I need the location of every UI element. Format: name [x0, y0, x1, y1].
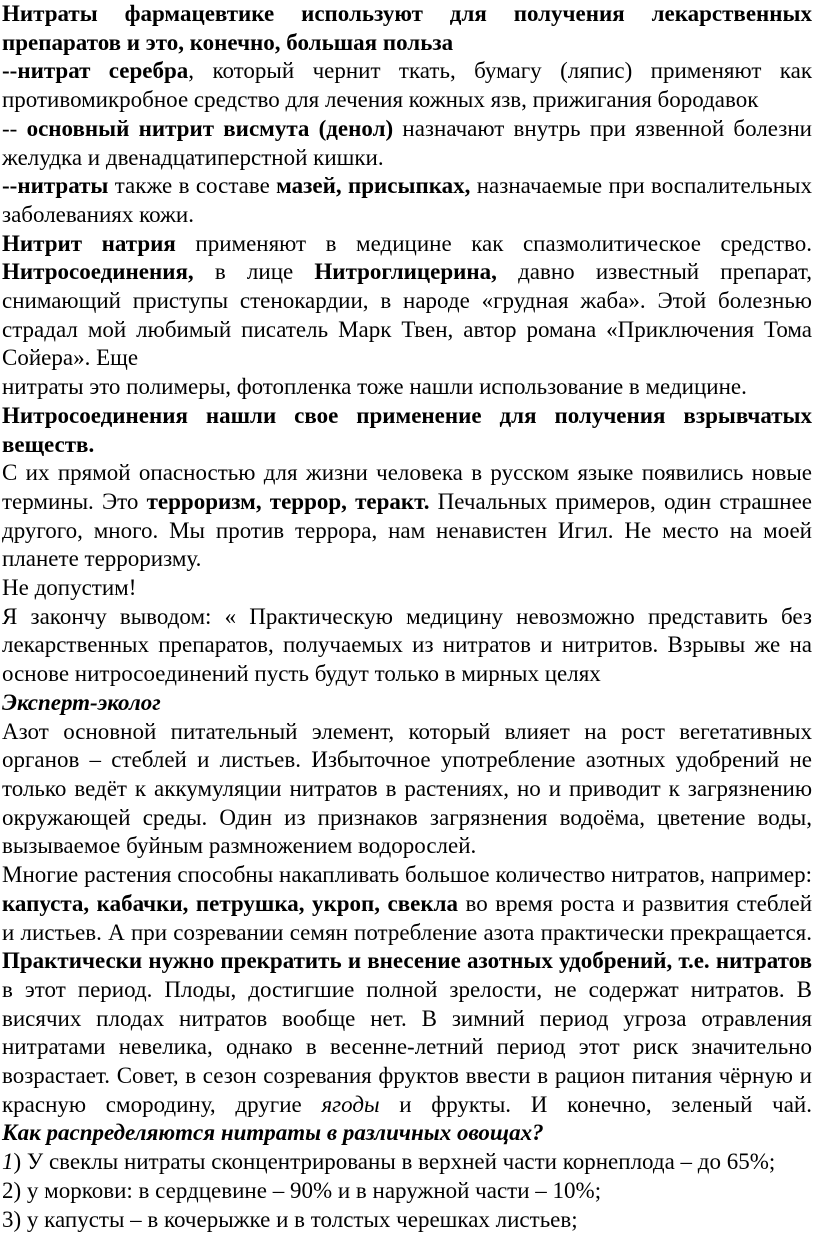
paragraph-ointments — [2, 172, 812, 229]
paragraph-nitrogen — [2, 718, 812, 862]
heading-nitrates-pharmacy — [2, 0, 812, 57]
paragraph-text: давно известный препарат, снимающий приступы стенокардии, в народе «грудная жаба». Этой болезнью страдал мой любимый писатель Марк Твен, автор романа «Приключения Тома Сойера». Еще — [2, 259, 812, 371]
paragraph-text: Не допустим! — [2, 575, 137, 601]
paragraph-conclusion — [2, 603, 812, 689]
term-berries: ягоды — [321, 1091, 380, 1117]
term-ointments: мазей, присыпках, — [276, 173, 471, 199]
paragraph-polymers — [2, 373, 812, 402]
paragraph-text: С их прямой опасностью для жизни человека в русском языке появились новые термины. Это — [2, 460, 812, 514]
paragraph-text: нитраты это полимеры, фотопленка тоже нашли использование в медицине. — [2, 374, 747, 400]
term-nitrates: --нитраты — [2, 173, 109, 199]
paragraph-text: применяют в медицине как спазмолитическое средство. — [175, 230, 812, 256]
term-nitroglycerin: Нитроглицерина, — [314, 259, 497, 285]
list-item-text: 3) у капусты – в кочерыжке и в толстых черешках листьев; — [2, 1206, 578, 1232]
paragraph-text: во время роста и развития стеблей и листьев. А при созревании семян потребление азота практически прекращается. — [2, 890, 813, 945]
term-nitro-compounds: Нитросоединения, — [2, 259, 194, 285]
term-stop-fertilizer: Практически нужно прекратить и внесение азотных удобрений, т.е. нитратов — [2, 948, 812, 974]
list-dash: -- — [2, 115, 27, 141]
list-item-text: ) У свеклы нитраты сконцентрированы в верхней части корнеплода – до 65%; — [13, 1149, 776, 1175]
paragraph-text: и фрукты. И конечно, зеленый чай. — [379, 1091, 812, 1117]
list-item-beet — [2, 1148, 812, 1177]
term-bismuth-nitrite: основный нитрит висмута (денол) — [26, 115, 394, 141]
paragraph-plants-accumulate — [2, 861, 812, 1119]
paragraph-text: Азот основной питательный элемент, который влияет на рост вегетативных органов – стеблей и листьев. Избыточное употребление азотных удобрений не только ведёт к аккумуляции нитратов в растениях, но и приводит к загрязнению окружающей среды. Один из признаков загрязнения водоёма, цветение воды, вызываемое буйным размножением водорослей. — [2, 718, 812, 859]
section-heading-text: Эксперт-эколог — [2, 689, 161, 715]
heading-text: Нитросоединения нашли свое применение для получения взрывчатых веществ. — [2, 402, 812, 457]
list-item-cabbage — [2, 1206, 812, 1235]
heading-explosives — [2, 402, 812, 459]
term-vegetables: капуста, кабачки, петрушка, укроп, свекла — [2, 890, 459, 916]
term-silver-nitrate: --нитрат серебра — [2, 58, 189, 84]
paragraph-text: Многие растения способны накапливать большое количество нитратов, например: — [2, 862, 812, 888]
paragraph-text: назначаемые при воспалительных заболеваниях кожи. — [2, 173, 812, 227]
paragraph-text: в этот период. Плоды, достигшие полной зрелости, не содержат нитратов. В висячих плодах нитратов вообще нет. В зимний период угроза отравления нитратами невелика, однако в весенне-летний период этот риск значительно возрастает. Совет, в сезон созревания фруктов ввести в рацион питания чёрную и красную смородину, другие — [2, 976, 812, 1117]
paragraph-silver-nitrate — [2, 57, 812, 114]
list-number: 1 — [2, 1149, 14, 1175]
term-sodium-nitrite: Нитрит натрия — [2, 230, 176, 256]
paragraph-not-allow — [2, 574, 812, 603]
paragraph-text: Печальных примеров, один страшнее другого, много. Мы против террора, нам ненавистен Игил. Не место на моей планете терроризму. — [2, 488, 813, 572]
heading-distribution-question — [2, 1119, 812, 1148]
paragraph-text: также в составе — [108, 173, 277, 199]
paragraph-text: Я закончу выводом: « Практическую медицину невозможно представить без лекарственных препаратов, получаемых из нитратов и нитритов. Взрывы же на основе нитросоединений пусть будут только в мирных целях — [2, 603, 812, 687]
heading-text: Нитраты фармацевтике используют для получения лекарственных препаратов и это, конечно, большая польза — [2, 1, 812, 55]
section-heading-eco-expert — [2, 689, 812, 718]
list-item-carrot — [2, 1177, 812, 1206]
heading-text: Как распределяются нитраты в различных овощах? — [2, 1120, 544, 1146]
term-terrorism: терроризм, террор, теракт. — [146, 488, 430, 514]
paragraph-text: назначают внутрь при язвенной болезни желудка и двенадцатиперстной кишки. — [2, 115, 812, 170]
list-item-text: 2) у моркови: в сердцевине – 90% и в наружной части – 10%; — [2, 1177, 602, 1203]
paragraph-terrorism — [2, 459, 812, 574]
paragraph-text: , который чернит ткать, бумагу (ляпис) применяют как противомикробное средство для лечения кожных язв, прижигания бородавок — [2, 58, 812, 113]
paragraph-bismuth — [2, 115, 812, 172]
paragraph-sodium-nitrite — [2, 230, 812, 374]
paragraph-text: в лице — [193, 259, 315, 285]
